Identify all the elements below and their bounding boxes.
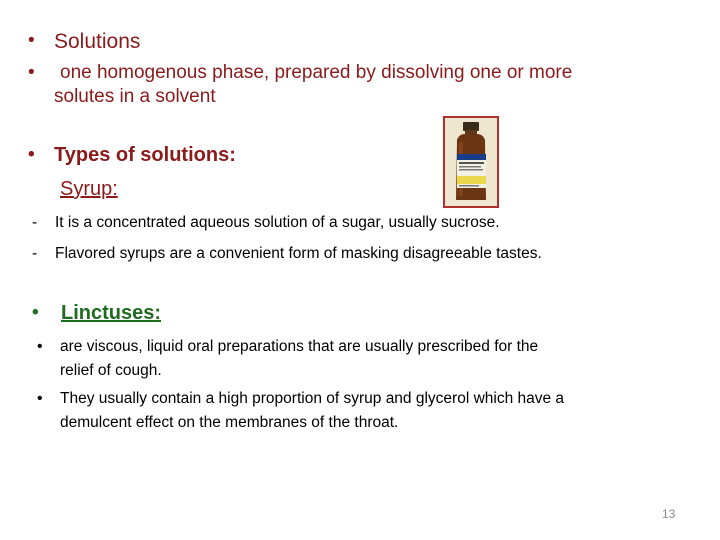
- linctus-point-2-line-1: They usually contain a high proportion of syrup and glycerol which have a: [60, 390, 565, 407]
- linctus-point-2-line-2: demulcent effect on the membranes of the throat.: [60, 414, 399, 431]
- heading-solutions: Solutions: [54, 30, 141, 53]
- types-heading: Types of solutions:: [54, 144, 236, 166]
- definition-line-2: solutes in a solvent: [54, 86, 216, 107]
- syrup-bottle-image: [443, 116, 499, 208]
- linctus-point-1-bullet: •: [37, 338, 43, 355]
- syrup-point-2-text: Flavored syrups are a convenient form of masking disagreeable tastes.: [55, 245, 542, 262]
- syrup-point-2-marker: -: [32, 245, 38, 262]
- syrup-point-1-marker: -: [32, 214, 38, 231]
- page-number: 13: [662, 507, 676, 521]
- definition-bullet: •: [28, 62, 35, 83]
- linctus-point-2-bullet: •: [37, 390, 43, 407]
- syrup-subheading: Syrup:: [60, 178, 118, 200]
- types-bullet: •: [28, 144, 35, 165]
- syrup-bottle-photo-icon: [445, 118, 497, 206]
- linctuses-heading: Linctuses:: [61, 302, 162, 324]
- definition-line-1: one homogenous phase, prepared by dissolving one or more: [60, 62, 573, 83]
- syrup-point-1-text: It is a concentrated aqueous solution of a sugar, usually sucrose.: [55, 214, 500, 231]
- heading-bullet: •: [28, 30, 35, 51]
- linctuses-bullet: •: [32, 302, 39, 323]
- linctus-point-1-line-2: relief of cough.: [60, 362, 162, 379]
- linctus-point-1-line-1: are viscous, liquid oral preparations that are usually prescribed for the: [60, 338, 539, 355]
